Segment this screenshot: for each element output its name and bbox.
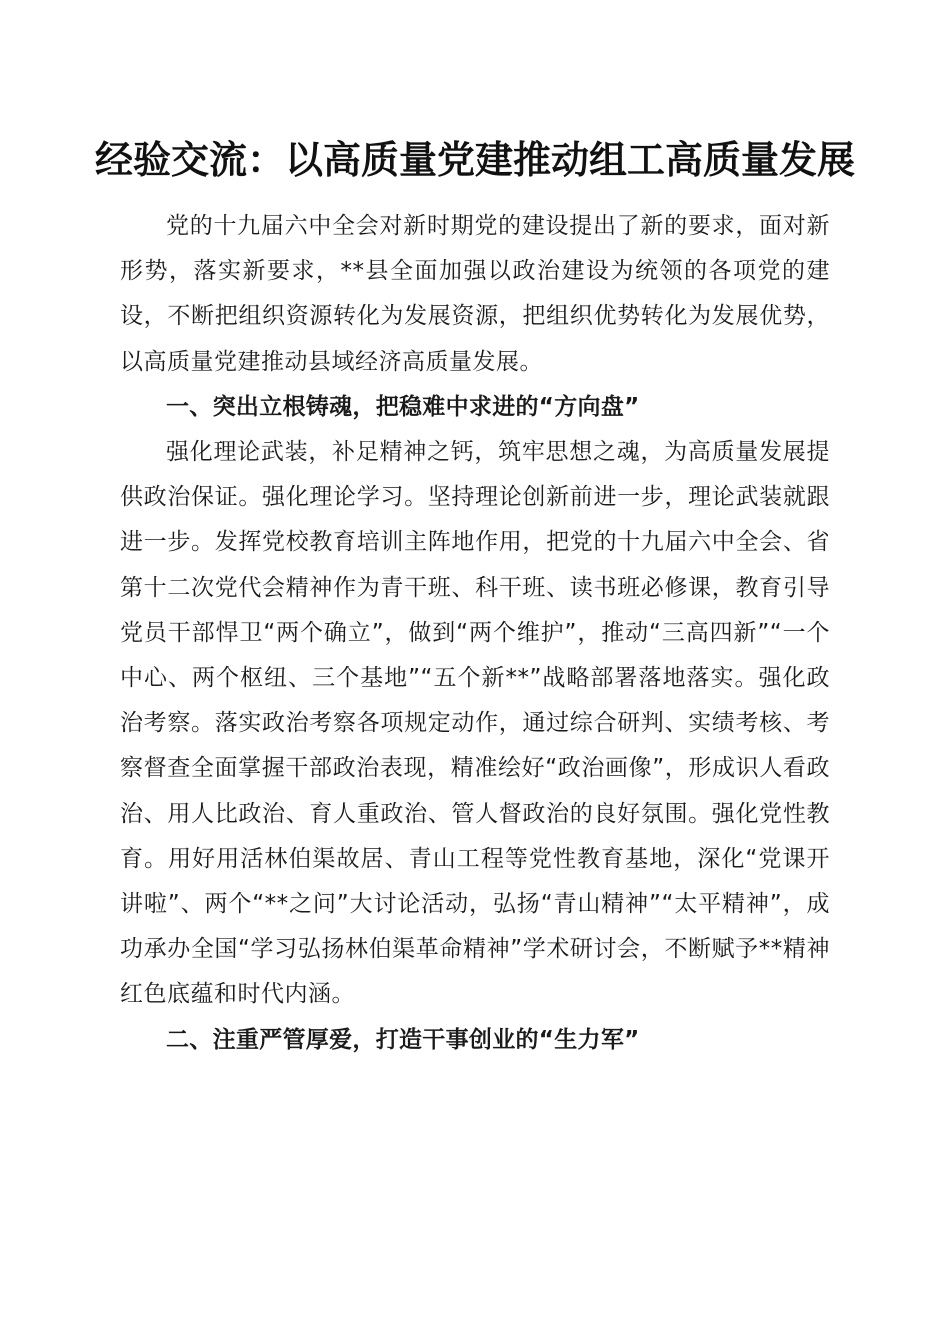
- section-heading-2: 二、注重严管厚爱，打造干事创业的“生力军”: [166, 1026, 640, 1053]
- intro-paragraph: 党的十九届六中全会对新时期党的建设提出了新的要求，面对新形势，落实新要求，**县全面加强以政治建设为统领的各项党的建设，不断把组织资源转化为发展资源，把组织优势转化为发展优势，以高质量党建推动县域经济高质量发展。: [120, 213, 830, 375]
- document-title: 经验交流：以高质量党建推动组工高质量发展: [94, 137, 855, 182]
- document-body: [120, 204, 830, 1063]
- section-1-paragraph: 强化理论武装，补足精神之钙，筑牢思想之魂，为高质量发展提供政治保证。强化理论学习。坚持理论创新前进一步，理论武装就跟进一步。发挥党校教育培训主阵地作用，把党的十九届六中全会、省第十二次党代会精神作为青干班、科干班、读书班必修课，教育引导党员干部悍卫“两个确立”，做到“两个维护”，推动“三高四新”“一个中心、两个枢纽、三个基地”“五个新**”战略部署落地落实。强化政治考察。落实政治考察各项规定动作，通过综合研判、实绩考核、考察督查全面掌握干部政治表现，精准绘好“政治画像”，形成识人看政治、用人比政治、育人重政治、管人督政治的良好氛围。强化党性教育。用好用活林伯渠故居、青山工程等党性教育基地，深化“党课开讲啦”、两个“**之问”大讨论活动，弘扬“青山精神”“太平精神”，成功承办全国“学习弘扬林伯渠革命精神”学术研讨会，不断赋予**精神红色底蕴和时代内涵。: [120, 439, 830, 1008]
- section-heading-1: 一、突出立根铸魂，把稳难中求进的“方向盘”: [166, 393, 640, 420]
